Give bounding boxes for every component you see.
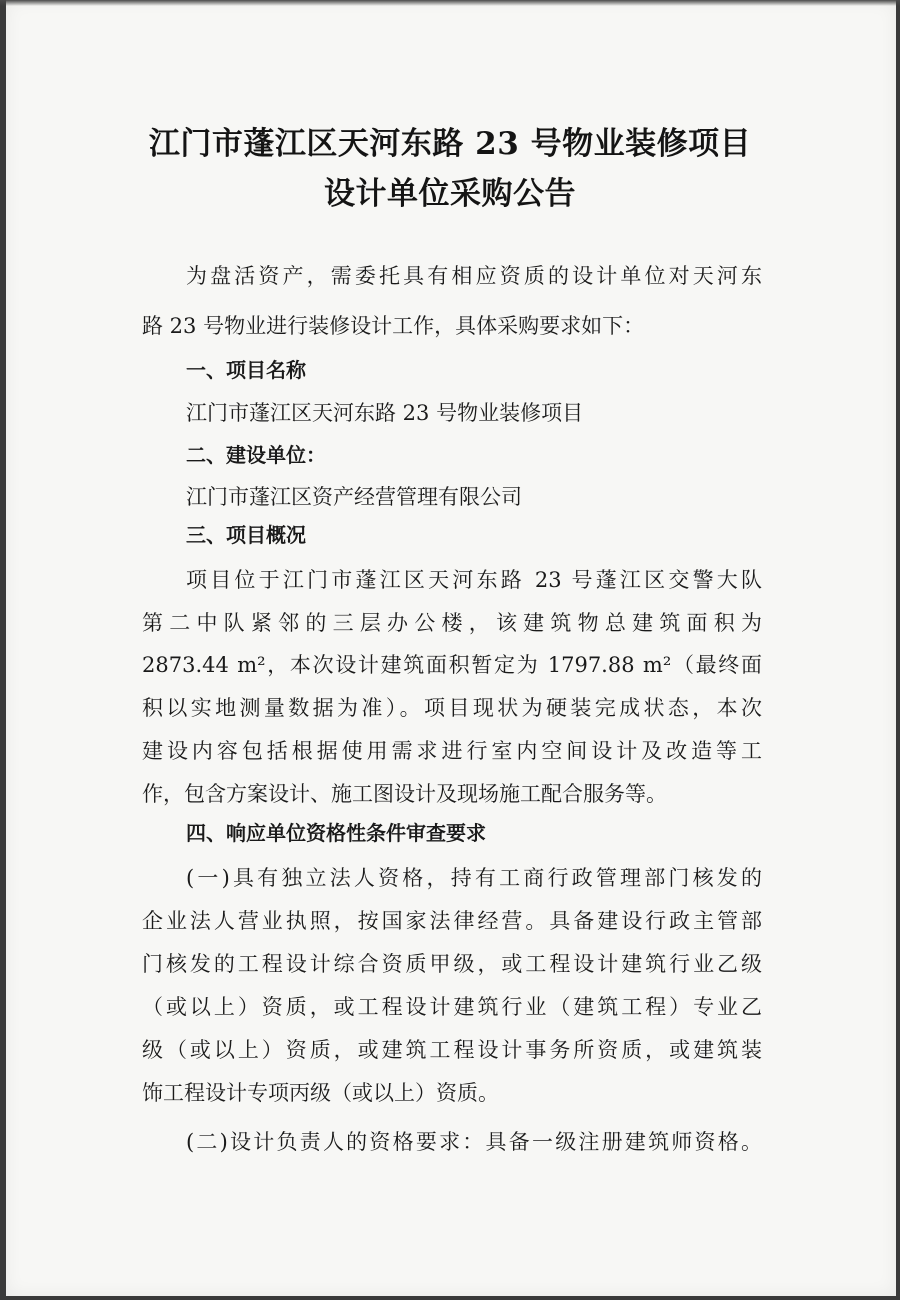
section-3-line: 积以实地测量数据为准）。项目现状为硬装完成状态，本次 bbox=[142, 696, 762, 720]
section-3-line: 作，包含方案设计、施工图设计及现场施工配合服务等。 bbox=[142, 782, 667, 806]
section-3-line: 建设内容包括根据使用需求进行室内空间设计及改造等工 bbox=[142, 739, 762, 763]
intro-line-2: 路 23 号物业进行装修设计工作，具体采购要求如下： bbox=[142, 314, 645, 338]
section-4-item-1-line: (一)具有独立法人资格，持有工商行政管理部门核发的 bbox=[186, 866, 762, 890]
scan-edge bbox=[0, 0, 900, 6]
section-3-line: 项目位于江门市蓬江区天河东路 23 号蓬江区交警大队 bbox=[186, 568, 762, 592]
section-4-heading: 四、响应单位资格性条件审查要求 bbox=[186, 821, 486, 845]
section-3-line: 第二中队紧邻的三层办公楼，该建筑物总建筑面积为 bbox=[142, 611, 762, 635]
section-4-item-1-line: 级（或以上）资质，或建筑工程设计事务所资质，或建筑装 bbox=[142, 1038, 762, 1062]
section-1-heading: 一、项目名称 bbox=[186, 358, 306, 382]
intro-line-1: 为盘活资产，需委托具有相应资质的设计单位对天河东 bbox=[186, 264, 762, 288]
section-1-text: 江门市蓬江区天河东路 23 号物业装修项目 bbox=[186, 401, 584, 425]
section-4-item-2: (二)设计负责人的资格要求：具备一级注册建筑师资格。 bbox=[186, 1130, 762, 1154]
section-4-item-1-line: （或以上）资质，或工程设计建筑行业（建筑工程）专业乙 bbox=[142, 995, 762, 1019]
section-3-line: 2873.44 m²，本次设计建筑面积暂定为 1797.88 m²（最终面 bbox=[142, 653, 762, 677]
section-3-heading: 三、项目概况 bbox=[186, 523, 306, 547]
section-2-heading: 二、建设单位： bbox=[186, 443, 326, 467]
section-4-item-1-line: 门核发的工程设计综合资质甲级，或工程设计建筑行业乙级 bbox=[142, 952, 762, 976]
section-4-item-1-line: 饰工程设计专项丙级（或以上）资质。 bbox=[142, 1081, 499, 1105]
section-2-text: 江门市蓬江区资产经营管理有限公司 bbox=[186, 485, 522, 509]
title-line-1: 江门市蓬江区天河东路 23 号物业装修项目 bbox=[148, 126, 752, 162]
section-4-item-1-line: 企业法人营业执照，按国家法律经营。具备建设行政主管部 bbox=[142, 909, 762, 933]
title-line-2: 设计单位采购公告 bbox=[324, 176, 576, 212]
